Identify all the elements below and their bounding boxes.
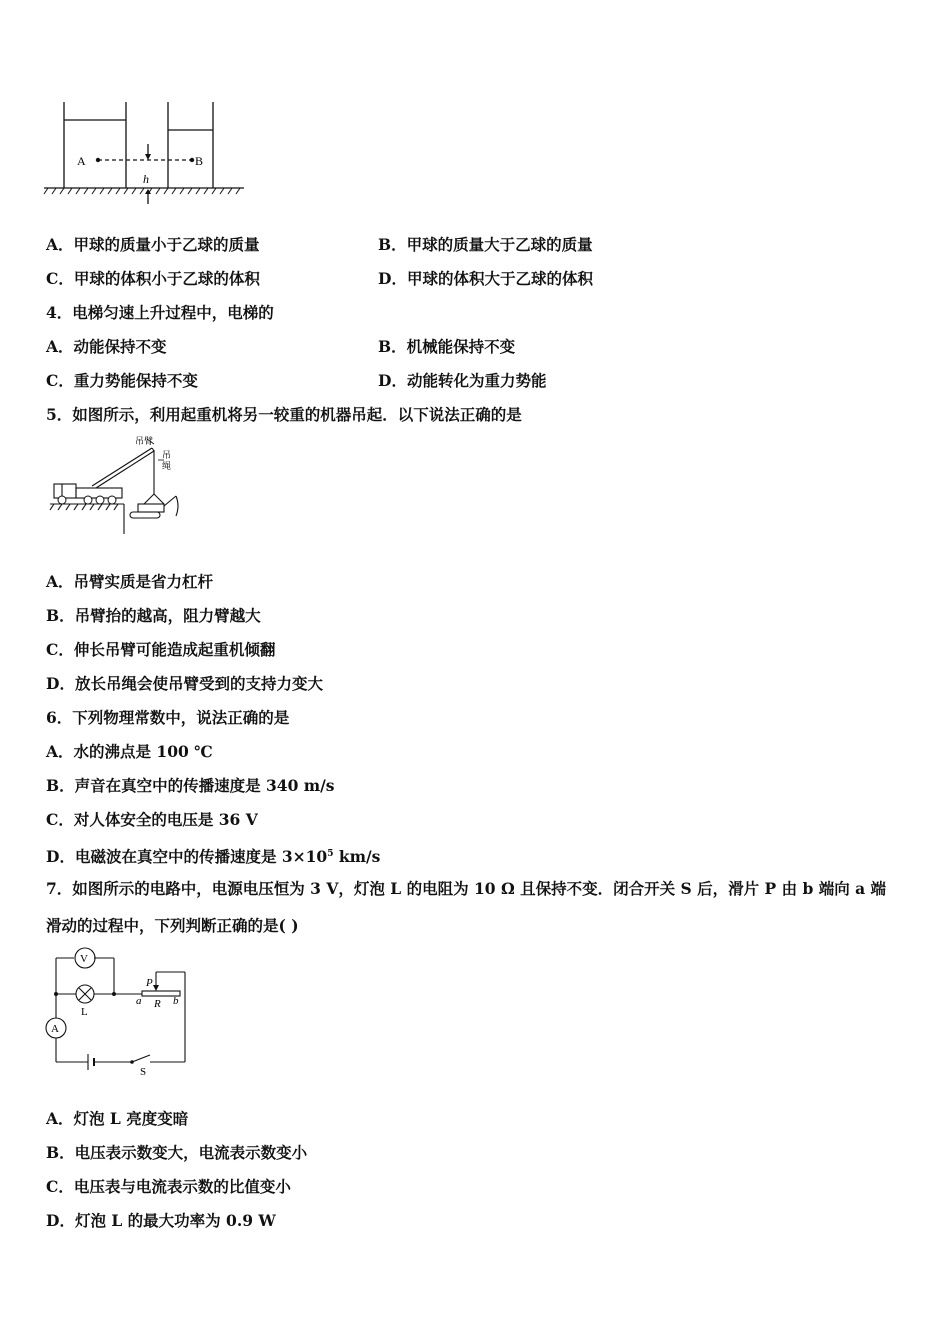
q6-option-d-unit: km/s	[333, 847, 381, 867]
q5-option-a[interactable]: A．吊臂实质是省力杠杆	[46, 572, 214, 591]
q5-stem: 5．如图所示，利用起重机将另一较重的机器吊起．以下说法正确的是	[46, 405, 522, 424]
end-b-label: b	[173, 995, 179, 1007]
height-h-label: h	[143, 172, 149, 186]
q5-option-c[interactable]: C．伸长吊臂可能造成起重机倾翻	[46, 640, 276, 659]
switch-s-label: S	[140, 1066, 147, 1078]
end-a-label: a	[136, 995, 142, 1007]
q4-option-d[interactable]: D．动能转化为重力势能	[378, 371, 547, 390]
lamp-label: L	[81, 1006, 88, 1018]
q7-option-a[interactable]: A．灯泡 L 亮度变暗	[46, 1109, 189, 1128]
circuit-figure	[42, 946, 192, 1078]
point-a-label: A	[77, 154, 86, 168]
q3-option-d[interactable]: D．甲球的体积大于乙球的体积	[378, 269, 593, 288]
crane-arm-label: 吊臂	[135, 437, 154, 447]
q7-stem-line2: 滑动的过程中，下列判断正确的是( )	[46, 916, 299, 935]
q3-option-c[interactable]: C．甲球的体积小于乙球的体积	[46, 269, 260, 288]
q4-option-a[interactable]: A．动能保持不变	[46, 337, 167, 356]
resistor-r-label: R	[154, 998, 161, 1010]
q6-option-d-text: D．电磁波在真空中的传播速度是 3×10	[46, 847, 328, 867]
crane-rope-label-2: 绳	[162, 462, 172, 472]
q6-option-d-exponent: 5	[327, 849, 334, 859]
q3-option-b[interactable]: B．甲球的质量大于乙球的质量	[378, 235, 593, 254]
q6-option-c[interactable]: C．对人体安全的电压是 36 V	[46, 810, 258, 829]
q6-option-b[interactable]: B．声音在真空中的传播速度是 340 m/s	[46, 776, 335, 795]
ammeter-label: A	[51, 1023, 59, 1035]
voltmeter-label: V	[80, 953, 88, 965]
q6-stem: 6．下列物理常数中，说法正确的是	[46, 708, 290, 727]
containers-figure	[42, 96, 252, 206]
crane-figure	[48, 434, 188, 536]
q6-option-a[interactable]: A．水的沸点是 100 ℃	[46, 742, 213, 761]
q3-option-a[interactable]: A．甲球的质量小于乙球的质量	[46, 235, 260, 254]
q4-option-b[interactable]: B．机械能保持不变	[378, 337, 516, 356]
q6-option-d[interactable]	[46, 844, 380, 867]
q5-option-d[interactable]: D．放长吊绳会使吊臂受到的支持力变大	[46, 674, 323, 693]
q4-option-c[interactable]: C．重力势能保持不变	[46, 371, 198, 390]
crane-rope-label-1: 吊	[162, 451, 172, 461]
slider-p-label: P	[146, 977, 153, 989]
point-b-label: B	[195, 154, 204, 168]
q4-stem: 4．电梯匀速上升过程中，电梯的	[46, 303, 274, 322]
q7-option-d[interactable]: D．灯泡 L 的最大功率为 0.9 W	[46, 1211, 276, 1230]
q5-option-b[interactable]: B．吊臂抬的越高，阻力臂越大	[46, 606, 261, 625]
q7-stem-line1: 7．如图所示的电路中，电源电压恒为 3 V，灯泡 L 的电阻为 10 Ω 且保持不变．闭合开关 S 后，滑片 P 由 b 端向 a 端	[46, 879, 887, 898]
q7-option-b[interactable]: B．电压表示数变大，电流表示数变小	[46, 1143, 308, 1162]
q7-option-c[interactable]: C．电压表与电流表示数的比值变小	[46, 1177, 291, 1196]
